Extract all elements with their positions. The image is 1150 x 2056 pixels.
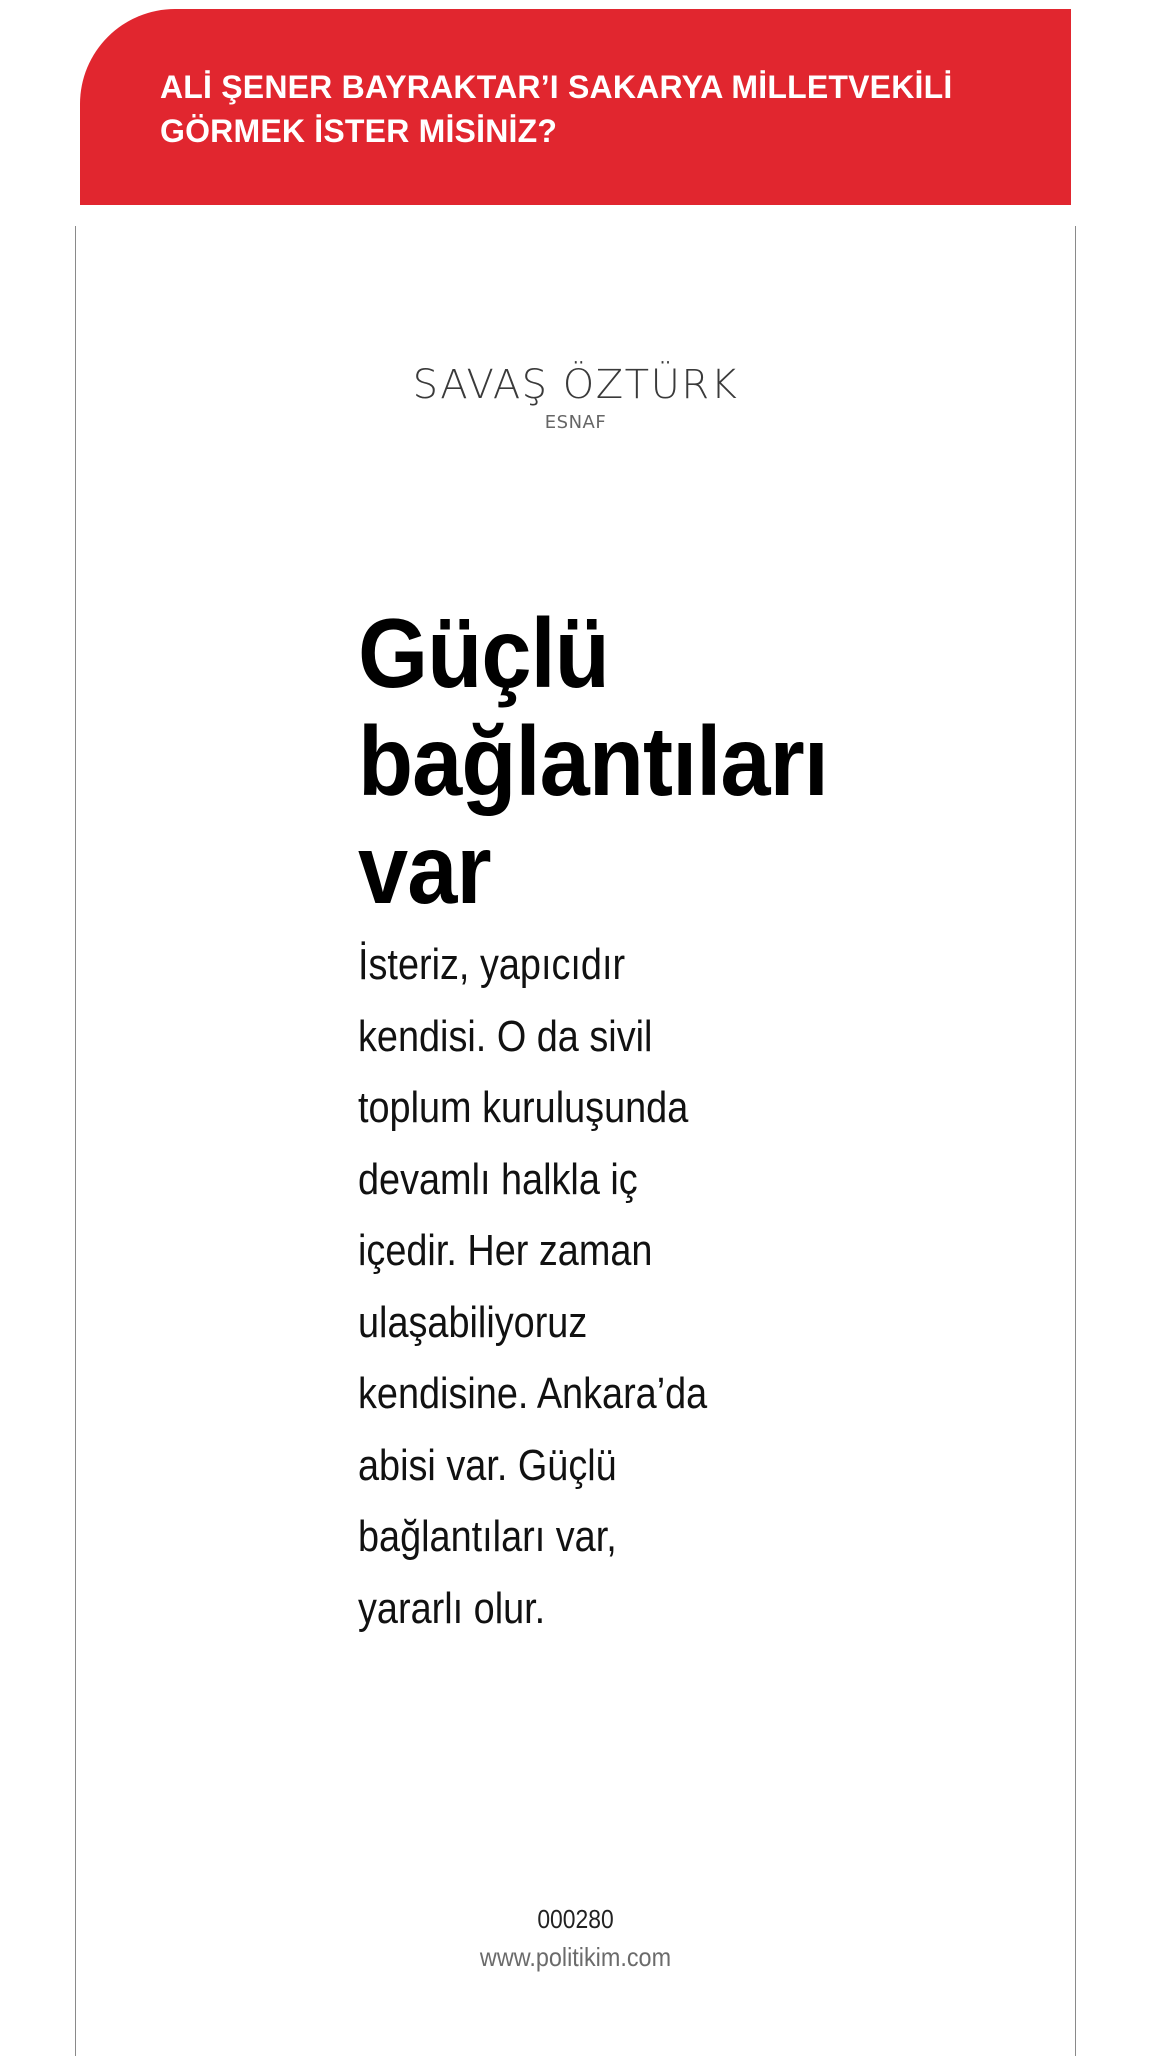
quote-line: toplum kuruluşunda	[358, 1083, 689, 1132]
headline-line: var	[358, 814, 491, 924]
quote-line: kendisi. O da sivil	[358, 1011, 653, 1061]
question-banner	[80, 9, 1071, 205]
headline	[358, 599, 910, 923]
banner-title: ALİ ŞENER BAYRAKTAR’I SAKARYA MİLLETVEKİLİ GÖRMEK İSTER MİSİNİZ?	[160, 69, 953, 149]
quote-line: İsteriz, yapıcıdır	[358, 940, 626, 989]
author-block	[76, 360, 1075, 434]
headline-line: bağlantıları	[358, 706, 828, 816]
quote-line: yararlı olur.	[358, 1583, 546, 1633]
quote-line: bağlantıları var,	[358, 1512, 617, 1561]
footer	[76, 1901, 1075, 1977]
testimonial-card	[75, 226, 1076, 2056]
quote-line: kendisine. Ankara’da	[358, 1369, 708, 1418]
quote-text	[358, 929, 736, 1644]
author-name: SAVAŞ ÖZTÜRK	[412, 362, 739, 408]
headline-line: Güçlü	[358, 598, 609, 708]
quote-line: devamlı halkla iç	[358, 1154, 638, 1204]
testimonial-id: 000280	[537, 1904, 614, 1934]
quote-line: içedir. Her zaman	[358, 1226, 653, 1275]
author-role: ESNAF	[544, 412, 607, 433]
testimonial-content	[358, 599, 958, 1644]
quote-line: abisi var. Güçlü	[358, 1440, 617, 1490]
site-url-link[interactable]: www.politikim.com	[479, 1942, 672, 1972]
quote-line: ulaşabiliyoruz	[358, 1297, 588, 1347]
